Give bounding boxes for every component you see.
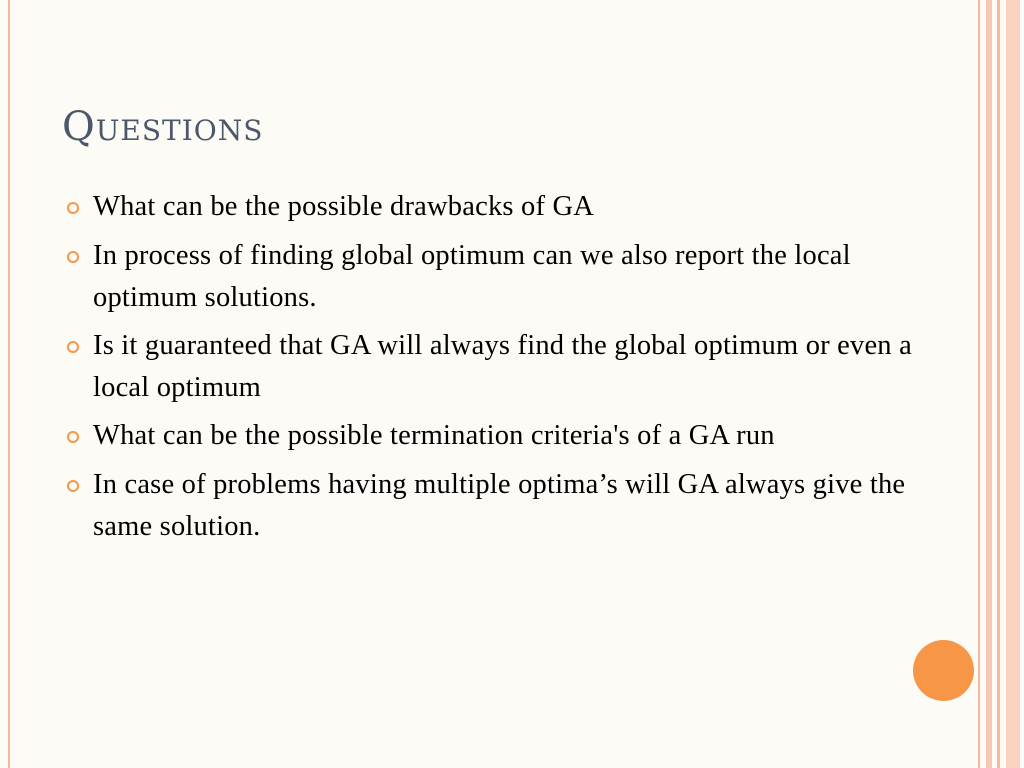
bullet-text: What can be the possible drawbacks of GA [93,191,595,222]
right-frame-line-inner [997,0,1000,768]
right-frame-line [978,0,980,768]
bullet-circle-icon [65,464,93,507]
bullet-item [65,235,925,319]
bullet-item [65,464,925,548]
bullet-list [65,186,925,554]
bullet-text: Is it guaranteed that GA will always find the global optimum or even a local optimum [93,330,912,403]
bullet-circle-icon [65,415,93,458]
bullet-item [65,186,925,229]
left-frame-line [8,0,10,768]
decorative-orange-circle [913,640,974,701]
right-frame-band [1006,0,1020,768]
bullet-item [65,415,925,458]
bullet-text: In case of problems having multiple optima’s will GA always give the same solution. [93,469,906,542]
bullet-circle-icon [65,186,93,229]
right-frame-stripe [986,0,992,768]
bullet-text: In process of finding global optimum can we also report the local optimum solutions. [93,240,851,313]
bullet-text: What can be the possible termination criteria's of a GA run [93,420,775,451]
slide-title: Questions [62,104,264,150]
bullet-circle-icon [65,235,93,278]
bullet-circle-icon [65,325,93,368]
bullet-item [65,325,925,409]
